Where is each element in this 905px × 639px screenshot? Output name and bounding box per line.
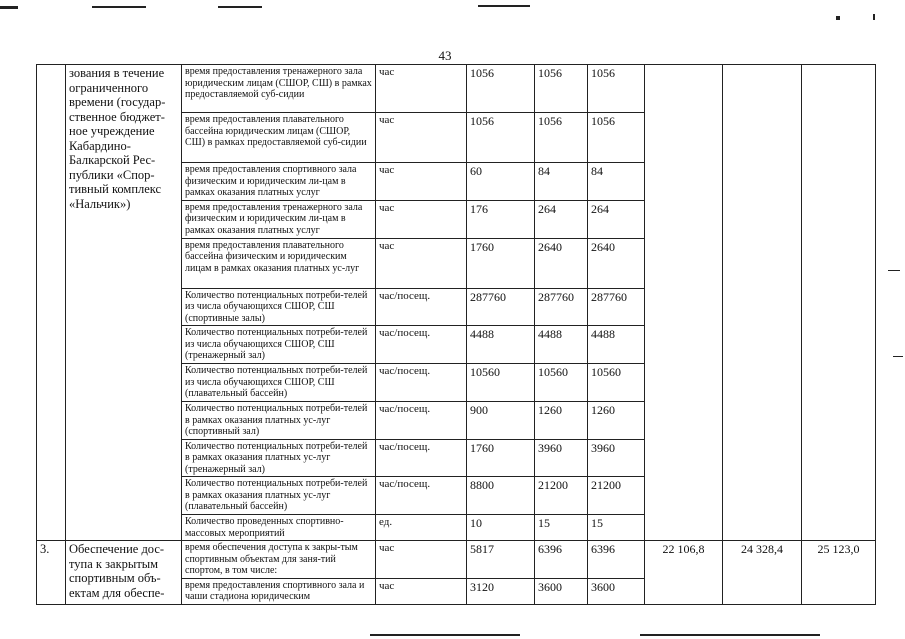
value-year1: 8800 [467, 477, 535, 515]
value-year2: 15 [535, 515, 588, 541]
scan-mark [92, 6, 146, 8]
table-row [37, 65, 876, 113]
value-year1: 5817 [467, 541, 535, 579]
indicator-description: Количество потенциальных потреби-телей из числа обучающихся СШОР, СШ (спортивные залы) [182, 288, 376, 326]
unit-cell: час [376, 578, 467, 604]
indicator-description: Количество потенциальных потреби-телей из числа обучающихся СШОР, СШ (тренажерный зал) [182, 326, 376, 364]
value-year2: 3600 [535, 578, 588, 604]
indicator-description: Количество потенциальных потреби-телей в рамках оказания платных ус-луг (тренажерный зал) [182, 439, 376, 477]
unit-cell: час/посещ. [376, 326, 467, 364]
indicator-description: Количество проведенных спортивно-массовых мероприятий [182, 515, 376, 541]
scan-mark [873, 14, 875, 20]
amount-cell-1 [645, 65, 723, 541]
value-year3: 287760 [588, 288, 645, 326]
value-year3: 2640 [588, 238, 645, 288]
scan-mark [836, 16, 840, 20]
amount-cell-3 [802, 65, 876, 541]
value-year1: 3120 [467, 578, 535, 604]
value-year2: 3960 [535, 439, 588, 477]
value-year3: 1056 [588, 113, 645, 163]
value-year1: 1760 [467, 439, 535, 477]
indicator-description: время предоставления плавательного бассейна физическим и юридическим лицам в рамках оказания платных ус-луг [182, 238, 376, 288]
scan-mark [218, 6, 262, 8]
indicator-description: время обеспечения доступа к закры-тым спортивным объектам для заня-тий спортом, в том числе: [182, 541, 376, 579]
scan-mark [0, 6, 18, 9]
value-year3: 15 [588, 515, 645, 541]
indicator-description: время предоставления тренажерного зала физическим и юридическим ли-цам в рамках оказания платных услуг [182, 200, 376, 238]
value-year3: 1056 [588, 65, 645, 113]
value-year3: 264 [588, 200, 645, 238]
value-year1: 10 [467, 515, 535, 541]
organization-name: зования в течение ограниченного времени (государ-ственное бюджет-ное учреждение Кабардино-Балкарской Рес-публики «Спор-тивный комплекс «Нальчик») [66, 65, 182, 541]
page-number: 43 [438, 48, 452, 63]
section-name: Обеспечение дос-тупа к закрытым спортивным объ-ектам для обеспе- [66, 541, 182, 605]
value-year2: 84 [535, 163, 588, 201]
value-year1: 10560 [467, 364, 535, 402]
amount-year3: 25 123,0 [802, 541, 876, 605]
scan-mark [640, 634, 820, 636]
value-year2: 287760 [535, 288, 588, 326]
value-year1: 1056 [467, 65, 535, 113]
value-year3: 21200 [588, 477, 645, 515]
value-year3: 3600 [588, 578, 645, 604]
unit-cell: час [376, 65, 467, 113]
indicator-description: время предоставления спортивного зала физическим и юридическим ли-цам в рамках оказания платных услуг [182, 163, 376, 201]
unit-cell: час [376, 200, 467, 238]
value-year2: 264 [535, 200, 588, 238]
value-year1: 900 [467, 402, 535, 440]
unit-cell: час/посещ. [376, 477, 467, 515]
value-year2: 6396 [535, 541, 588, 579]
value-year2: 10560 [535, 364, 588, 402]
unit-cell: час/посещ. [376, 439, 467, 477]
value-year3: 6396 [588, 541, 645, 579]
unit-cell: час [376, 541, 467, 579]
indicator-description: время предоставления плавательного бассейна юридическим лицам (СШОР, СШ) в рамках предоставляемой суб-сидии [182, 113, 376, 163]
unit-cell: час/посещ. [376, 364, 467, 402]
value-year1: 176 [467, 200, 535, 238]
indicator-description: Количество потенциальных потреби-телей из числа обучающихся СШОР, СШ (плавательный бассейн) [182, 364, 376, 402]
value-year3: 1260 [588, 402, 645, 440]
data-table [36, 64, 876, 605]
scan-mark [888, 270, 900, 271]
value-year2: 21200 [535, 477, 588, 515]
value-year3: 4488 [588, 326, 645, 364]
value-year3: 3960 [588, 439, 645, 477]
value-year1: 1056 [467, 113, 535, 163]
indicator-description: Количество потенциальных потреби-телей в рамках оказания платных ус-луг (спортивный зал) [182, 402, 376, 440]
value-year2: 2640 [535, 238, 588, 288]
unit-cell: час [376, 238, 467, 288]
value-year3: 84 [588, 163, 645, 201]
value-year2: 1260 [535, 402, 588, 440]
scan-mark [478, 5, 530, 7]
value-year1: 60 [467, 163, 535, 201]
indicator-description: время предоставления спортивного зала и чаши стадиона юридическим [182, 578, 376, 604]
amount-cell-2 [723, 65, 802, 541]
unit-cell: час/посещ. [376, 402, 467, 440]
unit-cell: час [376, 113, 467, 163]
indicator-description: Количество потенциальных потреби-телей в рамках оказания платных ус-луг (плавательный бассейн) [182, 477, 376, 515]
amount-year2: 24 328,4 [723, 541, 802, 605]
value-year2: 4488 [535, 326, 588, 364]
unit-cell: час [376, 163, 467, 201]
value-year1: 287760 [467, 288, 535, 326]
value-year2: 1056 [535, 113, 588, 163]
indicator-description: время предоставления тренажерного зала юридическим лицам (СШОР, СШ) в рамках предоставляемой суб-сидии [182, 65, 376, 113]
scan-mark [370, 634, 520, 636]
value-year1: 4488 [467, 326, 535, 364]
number-cell [37, 65, 66, 541]
unit-cell: час/посещ. [376, 288, 467, 326]
value-year3: 10560 [588, 364, 645, 402]
value-year1: 1760 [467, 238, 535, 288]
section-number: 3. [37, 541, 66, 605]
scan-mark [893, 356, 903, 357]
section-3-row [37, 541, 876, 579]
unit-cell: ед. [376, 515, 467, 541]
amount-year1: 22 106,8 [645, 541, 723, 605]
value-year2: 1056 [535, 65, 588, 113]
